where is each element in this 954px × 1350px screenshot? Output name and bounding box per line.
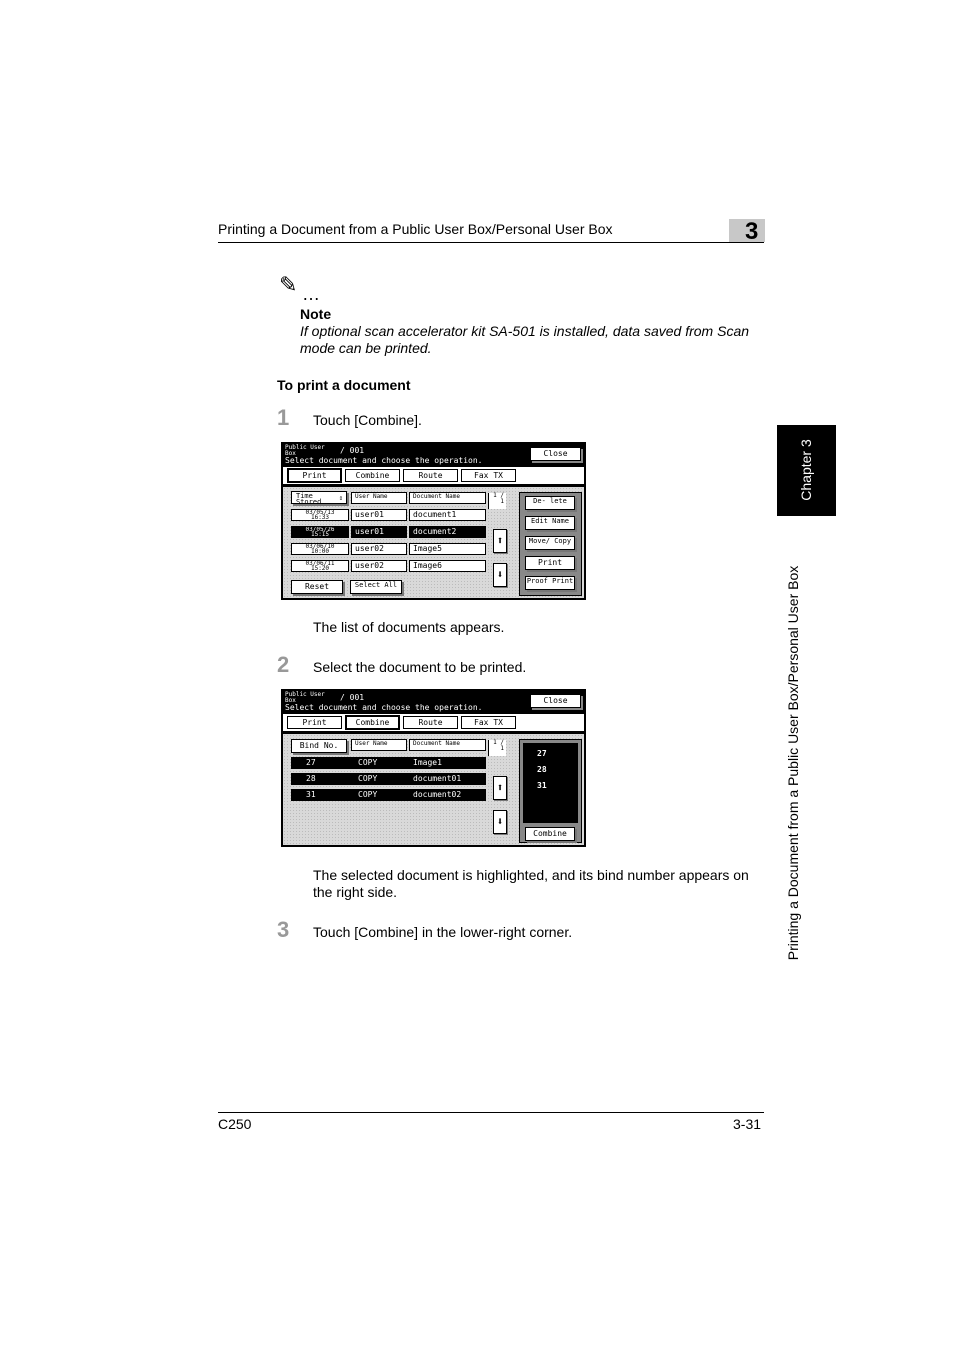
tab-combine[interactable]: Combine <box>345 469 400 482</box>
table-row-user[interactable]: user02 <box>351 543 407 555</box>
panel-header <box>283 691 584 712</box>
table-row-doc[interactable]: Image1 <box>409 757 486 769</box>
tab-bar <box>283 467 584 484</box>
column-user-name: User Name <box>351 739 407 751</box>
panel-body <box>283 732 584 845</box>
tab-fax-tx[interactable]: Fax TX <box>461 469 516 482</box>
column-document-name: Document Name <box>409 739 486 751</box>
table-row-doc[interactable]: document02 <box>409 789 486 801</box>
table-row-doc[interactable]: Image6 <box>409 560 486 572</box>
bind-number-area <box>519 739 582 843</box>
chapter-number: 3 <box>745 218 759 245</box>
row-date: 03/05/13 <box>305 509 335 516</box>
instruction-text: Select document and choose the operation. <box>285 456 483 465</box>
instruction-text: Select document and choose the operation. <box>285 703 483 712</box>
step-number: 2 <box>277 652 290 677</box>
table-row-bind[interactable]: 31 <box>291 789 349 801</box>
row-date: 03/05/26 <box>305 526 335 533</box>
row-time: 10:00 <box>310 548 330 555</box>
header-rule <box>218 242 764 243</box>
panel-header <box>283 444 584 465</box>
table-row-user[interactable]: user01 <box>351 509 407 521</box>
scroll-down-arrow-icon[interactable]: ⬇ <box>493 563 507 587</box>
print-button[interactable]: Print <box>525 556 575 570</box>
row-time: 15:15 <box>310 531 330 538</box>
row-date: 03/06/11 <box>305 560 335 567</box>
close-button[interactable]: Close <box>530 694 581 708</box>
bind-number: 27 <box>537 749 547 758</box>
page-indicator: 1 / 1 <box>488 493 506 509</box>
side-tab-chapter-label: Chapter 3 <box>798 439 814 501</box>
bind-number: 28 <box>537 765 547 774</box>
row-time: 15:20 <box>310 565 330 572</box>
table-row-time[interactable] <box>291 526 349 538</box>
user-box-panel-list <box>281 442 586 600</box>
table-row-user[interactable]: user01 <box>351 526 407 538</box>
scroll-up-arrow-icon[interactable]: ⬆ <box>493 529 507 553</box>
table-row-user[interactable]: COPY <box>349 773 409 785</box>
page-indicator: 1 / 1 <box>488 740 506 756</box>
move-copy-button[interactable]: Move/ Copy <box>525 536 575 550</box>
tab-route[interactable]: Route <box>403 469 458 482</box>
step-result: The list of documents appears. <box>313 619 505 635</box>
step-result: The selected document is highlighted, and its bind number appears on the right side. <box>313 867 749 900</box>
footer-model: C250 <box>218 1116 252 1132</box>
ellipsis-icon: … <box>302 284 321 304</box>
edit-name-button[interactable]: Edit Name <box>525 516 575 530</box>
scroll-down-arrow-icon[interactable]: ⬇ <box>493 810 507 834</box>
bind-number-list <box>523 743 578 823</box>
table-row-doc[interactable]: document01 <box>409 773 486 785</box>
table-row-bind[interactable]: 28 <box>291 773 349 785</box>
box-number: / 001 <box>340 693 365 702</box>
row-time: 16:33 <box>310 514 330 521</box>
user-box-panel-combine <box>281 689 586 847</box>
tab-bar <box>283 714 584 731</box>
close-button[interactable]: Close <box>530 447 581 461</box>
footer-rule <box>218 1112 764 1113</box>
tab-route[interactable]: Route <box>403 716 458 729</box>
table-row-doc[interactable]: document1 <box>409 509 486 521</box>
step-text: Touch [Combine]. <box>313 412 422 428</box>
select-all-button[interactable]: Select All <box>350 580 402 594</box>
note-text: If optional scan accelerator kit SA-501 is installed, data saved from Scan mode can be printed. <box>300 323 750 356</box>
note-label: Note <box>300 306 332 322</box>
scroll-up-arrow-icon[interactable]: ⬆ <box>493 776 507 800</box>
table-row-doc[interactable]: Image5 <box>409 543 486 555</box>
tab-combine[interactable]: Combine <box>345 715 400 730</box>
column-document-name: Document Name <box>409 492 486 504</box>
row-date: 03/06/10 <box>305 543 335 550</box>
sort-arrows-icon: ⇕ <box>338 494 343 502</box>
column-time-label: Time Stored <box>296 492 322 506</box>
tab-print[interactable]: Print <box>287 716 342 729</box>
footer-page-number: 3-31 <box>733 1116 762 1132</box>
proof-print-button[interactable]: Proof Print <box>525 576 575 590</box>
step-text: Touch [Combine] in the lower-right corner. <box>313 924 573 940</box>
table-row-time[interactable] <box>291 560 349 572</box>
bind-number: 31 <box>537 781 547 790</box>
box-type-label: Public User Box <box>285 444 325 457</box>
sort-time-stored-button[interactable] <box>291 491 347 504</box>
table-row-user[interactable]: user02 <box>351 560 407 572</box>
table-row-user[interactable]: COPY <box>349 789 409 801</box>
combine-button[interactable]: Combine <box>525 827 575 841</box>
delete-button[interactable]: De- lete <box>525 496 575 510</box>
operation-button-column <box>519 492 582 596</box>
side-section-label: Printing a Document from a Public User Box/Personal User Box <box>785 565 801 961</box>
section-title: To print a document <box>277 377 411 393</box>
table-row-user[interactable]: COPY <box>349 757 409 769</box>
column-user-name: User Name <box>351 492 407 504</box>
box-number: / 001 <box>340 446 365 455</box>
step-text: Select the document to be printed. <box>313 659 527 675</box>
table-row-time[interactable] <box>291 543 349 555</box>
step-number: 3 <box>277 917 290 942</box>
table-row-doc[interactable]: document2 <box>409 526 486 538</box>
tab-print[interactable]: Print <box>287 468 342 483</box>
reset-button[interactable]: Reset <box>291 580 343 594</box>
pencil-icon: ✎ <box>279 272 298 297</box>
running-header: Printing a Document from a Public User Box/Personal User Box <box>218 221 613 237</box>
table-row-bind[interactable]: 27 <box>291 757 349 769</box>
box-type-label: Public User Box <box>285 691 325 704</box>
tab-fax-tx[interactable]: Fax TX <box>461 716 516 729</box>
step-number: 1 <box>277 405 290 430</box>
table-row-time[interactable] <box>291 509 349 521</box>
panel-body <box>283 485 584 598</box>
sort-bind-no-button[interactable]: Bind No. <box>291 739 347 753</box>
